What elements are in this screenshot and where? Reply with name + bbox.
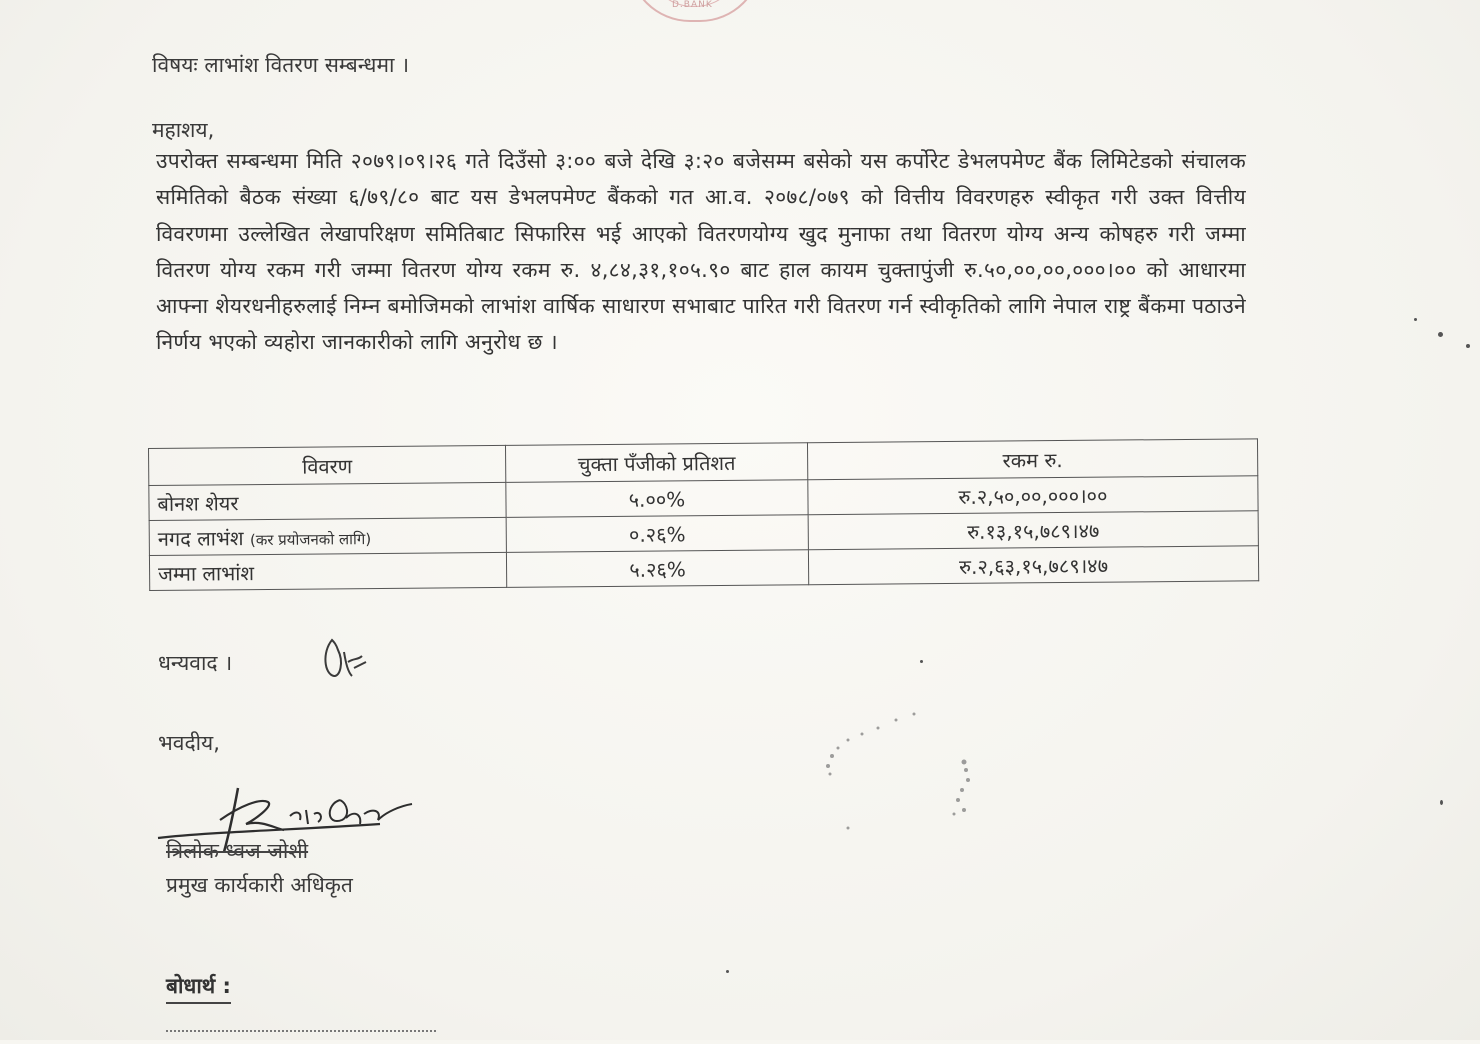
stamp-seal-text: D.BANK — [672, 0, 713, 10]
letter-subject: विषयः लाभांश वितरण सम्बन्धमा । — [152, 53, 410, 77]
row-label: बोनश शेयर — [149, 482, 506, 520]
initials-signature — [318, 632, 378, 682]
row-percent: ५.००% — [506, 480, 808, 518]
table-header: चुक्ता पँजीको प्रतिशत — [505, 443, 807, 483]
paper-speck — [1440, 800, 1443, 805]
signer-title: प्रमुख कार्यकारी अधिकृत — [166, 873, 353, 897]
signer-name: त्रिलोक ध्वज जोशी — [166, 839, 309, 863]
row-amount: रु.२,५०,००,०००।०० — [808, 476, 1258, 515]
paper-speck — [1438, 332, 1443, 337]
paper-speck — [726, 970, 729, 973]
row-percent: ५.२६% — [506, 550, 808, 588]
row-percent: ०.२६% — [506, 515, 808, 553]
faint-stamp-impression — [818, 700, 1008, 840]
table-header: रकम रु. — [807, 439, 1257, 480]
row-label: नगद लाभंश (कर प्रयोजनको लागि) — [149, 517, 506, 555]
row-label: जम्मा लाभांश — [149, 552, 506, 590]
dividend-table — [148, 438, 1259, 591]
letter-body: उपरोक्त सम्बन्धमा मिति २०७९।०९।२६ गते दिउँसो ३:०० बजे देखि ३:२० बजेसम्म बसेको यस कर्पोरेट डेभलपमेण्ट बैंक लिमिटेडको संचालक समितिको बैठक संख्या ६/७९/८० बाट यस डेभलपमेण्ट बैंकको गत आ.व. २०७८/०७९ को वित्तीय विवरणहरु स्वीकृत गरी उक्त वित्तीय विवरणमा उल्लेखित लेखापरिक्षण समितिबाट सिफारिस भई आएको वितरणयोग्य खुद मुनाफा तथा वितरण योग्य अन्य कोषहरु गरी जम्मा वितरण योग्य रकम गरी जम्मा वितरण योग्य रकम रु. ४,८४,३१,१०५.९० बाट हाल कायम चुक्तापुंजी रु.५०,००,००,०००।०० को आधारमा आफ्ना शेयरधनीहरुलाई निम्न बमोजिमको लाभांश वार्षिक साधारण सभाबाट पारित गरी वितरण गर्न स्वीकृतिको लागि नेपाल राष्ट्र बैंकमा पठाउने निर्णय भएको व्यहोरा जानकारीको लागि अनुरोध छ । — [156, 149, 1246, 355]
paper-speck — [1466, 344, 1470, 348]
cc-label: बोधार्थ : — [166, 972, 231, 1004]
letter-closing: भवदीय, — [158, 731, 220, 755]
letter-salutation: महाशय, — [152, 118, 215, 142]
cut-off-line — [166, 1030, 436, 1044]
paper-speck — [1414, 318, 1417, 321]
paper-speck — [920, 660, 923, 663]
letter-thanks: धन्यवाद । — [158, 651, 233, 675]
row-note: (कर प्रयोजनको लागि) — [249, 529, 372, 549]
row-amount: रु.२,६३,१५,७८९।४७ — [808, 546, 1258, 585]
table-header: विवरण — [149, 445, 506, 485]
row-amount: रु.१३,१५,७८९।४७ — [808, 511, 1258, 550]
